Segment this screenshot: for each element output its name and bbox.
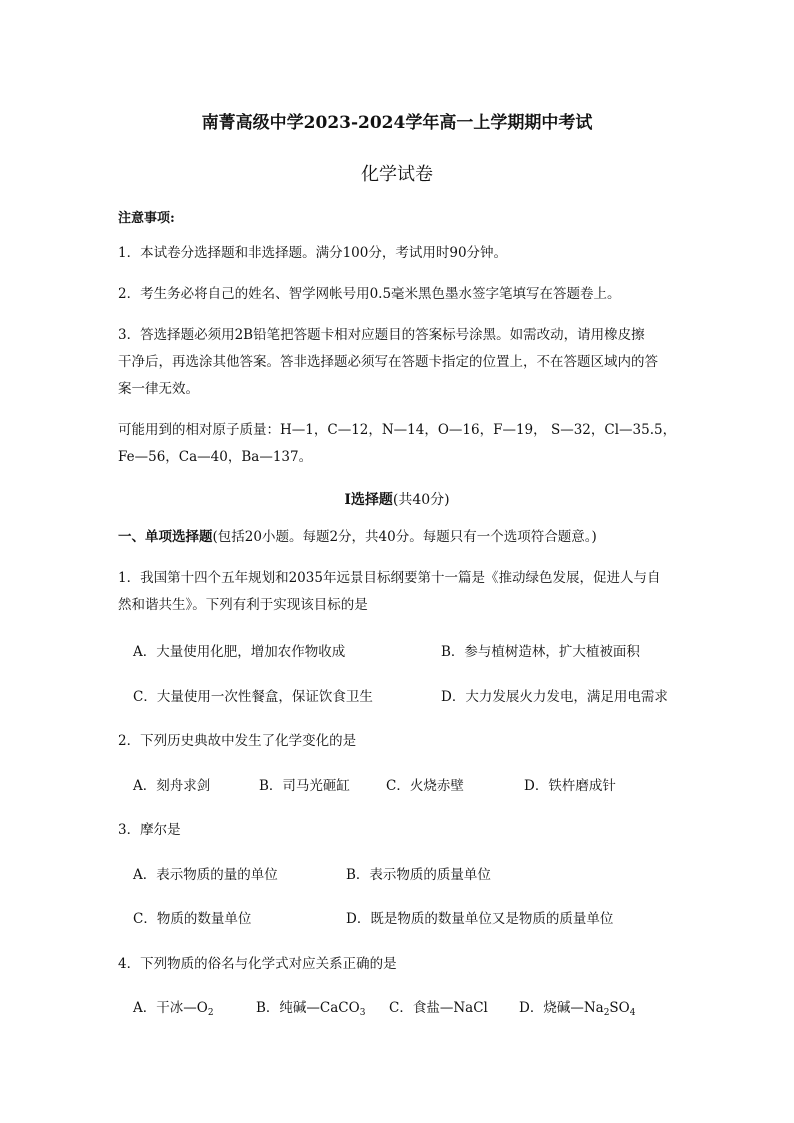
exam-title: 南菁高级中学2023-2024学年高一上学期期中考试: [201, 113, 593, 133]
question-4-option-a: [133, 999, 214, 1017]
notice-item-1: 1．本试卷分选择题和非选择题。满分100分，考试用时90分钟。: [118, 245, 508, 261]
section-title: [0, 489, 794, 509]
atomic-mass-line-2: Fe—56，Ca—40，Ba—137。: [118, 449, 313, 465]
part-one-heading: [118, 528, 597, 546]
notice-heading: 注意事项:: [118, 211, 175, 226]
question-4-option-d: [519, 999, 635, 1017]
question-2-option-a: A．刻舟求剑: [133, 778, 211, 794]
question-4-option-b-sub: 3: [359, 1008, 366, 1018]
question-4-option-b: [256, 999, 365, 1017]
question-4-option-d-sub: 2: [603, 1008, 610, 1018]
section-title-rest: (共40分): [392, 492, 450, 508]
question-2-option-b: B．司马光砸缸: [259, 778, 350, 794]
notice-item-2: 2．考生务必将自己的姓名、智学网帐号用0.5毫米黑色墨水签字笔填写在答题卷上。: [118, 286, 621, 302]
part-one-rest: (包括20小题。每题2分，共40分。每题只有一个选项符合题意。): [212, 529, 597, 545]
question-4-option-d-sub2: 4: [629, 1008, 636, 1018]
atomic-mass-line-1: 可能用到的相对原子质量：H—1，C—12，N—14，O—16，F—19， S—32，Cl—35.5，: [118, 422, 677, 438]
question-2-option-c: C．火烧赤壁: [386, 778, 464, 794]
question-4-option-a-text: A．干冰—O: [133, 1000, 208, 1016]
question-3-option-a: A．表示物质的量的单位: [133, 867, 278, 883]
question-1-option-b: B．参与植树造林，扩大植被面积: [441, 644, 640, 660]
notice-item-3-end: 案一律无效。: [118, 381, 199, 397]
question-1-option-d: D．大力发展火力发电，满足用电需求: [441, 689, 668, 705]
question-4-option-c-text: C．食盐—NaCl: [389, 1000, 488, 1016]
question-1-option-c: C．大量使用一次性餐盒，保证饮食卫生: [133, 689, 373, 705]
question-3-option-b: B．表示物质的质量单位: [346, 867, 491, 883]
question-1-option-a: A．大量使用化肥，增加农作物收成: [133, 644, 346, 660]
section-title-bold: Ⅰ选择题: [344, 492, 393, 508]
part-one-bold: 一、单项选择题: [118, 529, 213, 545]
question-1-stem-line-2: 然和谐共生》。下列有利于实现该目标的是: [118, 597, 368, 613]
question-3-stem: 3．摩尔是: [118, 822, 181, 838]
question-4-option-d-tail: SO: [609, 1000, 630, 1016]
question-1-stem-line-1: 1．我国第十四个五年规划和2035年远景目标纲要第十一篇是《推动绿色发展，促进人与自: [118, 570, 661, 586]
notice-item-3: 3．答选择题必须用2B铅笔把答题卡相对应题目的答案标号涂黑。如需改动，请用橡皮擦: [118, 327, 645, 343]
question-4-option-c: [389, 999, 488, 1017]
question-4-option-b-text: B．纯碱—CaCO: [256, 1000, 360, 1016]
question-3-option-c: C．物质的数量单位: [133, 911, 252, 927]
question-2-stem: 2．下列历史典故中发生了化学变化的是: [118, 733, 357, 749]
question-4-option-d-text: D．烧碱—Na: [519, 1000, 604, 1016]
question-4-option-a-sub: 2: [207, 1008, 214, 1018]
question-4-stem: 4．下列物质的俗名与化学式对应关系正确的是: [118, 956, 397, 972]
question-3-option-d: D．既是物质的数量单位又是物质的质量单位: [346, 911, 614, 927]
exam-subtitle: 化学试卷: [361, 164, 433, 185]
question-2-option-d: D．铁杵磨成针: [524, 778, 616, 794]
notice-item-3-cont: 干净后，再选涂其他答案。答非选择题必须写在答题卡指定的位置上，不在答题区域内的答: [118, 354, 658, 370]
